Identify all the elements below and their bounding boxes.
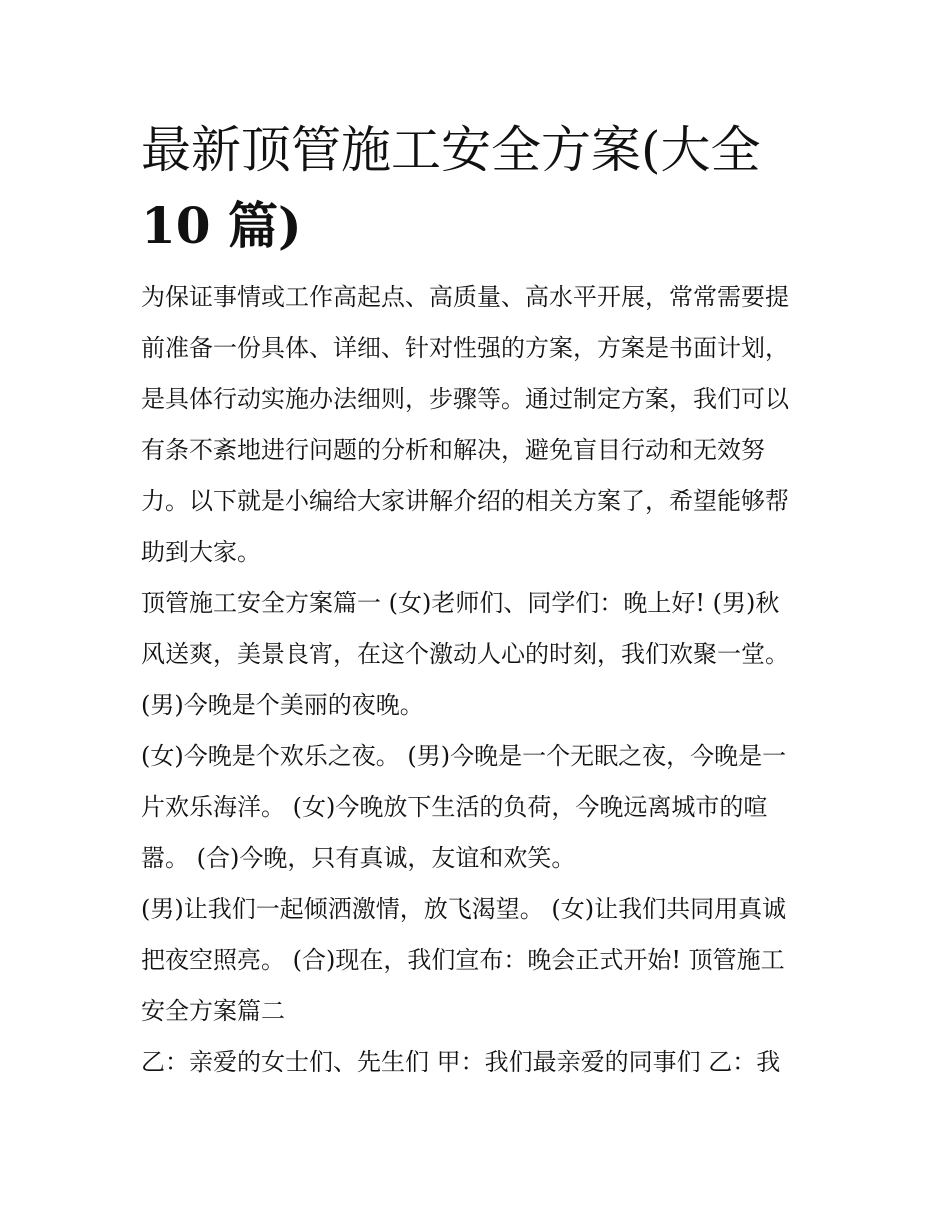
body-line: 安全方案篇二: [141, 997, 285, 1025]
body-line: (女)今晚是个欢乐之夜。 (男)今晚是一个无眠之夜，今晚是一: [141, 742, 787, 770]
document-body: [141, 272, 817, 1088]
body-line: (男)今晚是个美丽的夜晚。: [141, 691, 424, 719]
body-line: (男)让我们一起倾洒激情，放飞渴望。 (女)让我们共同用真诚: [141, 895, 787, 923]
title-line-1: 最新顶管施工安全方案(大全: [141, 121, 761, 179]
document-content: [141, 112, 817, 1088]
body-line: 把夜空照亮。 (合)现在，我们宣布：晚会正式开始! 顶管施工: [141, 946, 785, 974]
body-line: 前准备一份具体、详细、针对性强的方案，方案是书面计划，: [141, 334, 789, 362]
body-line: 片欢乐海洋。 (女)今晚放下生活的负荷，今晚远离城市的喧: [141, 793, 768, 821]
body-line: 风送爽，美景良宵，在这个激动人心的时刻，我们欢聚一堂。: [141, 640, 789, 668]
body-line: 乙：亲爱的女士们、先生们 甲：我们最亲爱的同事们 乙：我: [141, 1048, 781, 1076]
document-title: [141, 112, 817, 264]
body-line: 嚣。 (合)今晚，只有真诚，友谊和欢笑。: [141, 844, 576, 872]
body-line: 力。以下就是小编给大家讲解介绍的相关方案了，希望能够帮: [141, 487, 789, 515]
body-line: 助到大家。: [141, 538, 261, 566]
body-line: 有条不紊地进行问题的分析和解决，避免盲目行动和无效努: [141, 436, 765, 464]
body-line: 顶管施工安全方案篇一 (女)老师们、同学们：晚上好! (男)秋: [141, 589, 780, 617]
body-line: 是具体行动实施办法细则，步骤等。通过制定方案，我们可以: [141, 385, 789, 413]
title-line-2: 10 篇): [141, 196, 302, 255]
body-line: 为保证事情或工作高起点、高质量、高水平开展，常常需要提: [141, 283, 789, 311]
